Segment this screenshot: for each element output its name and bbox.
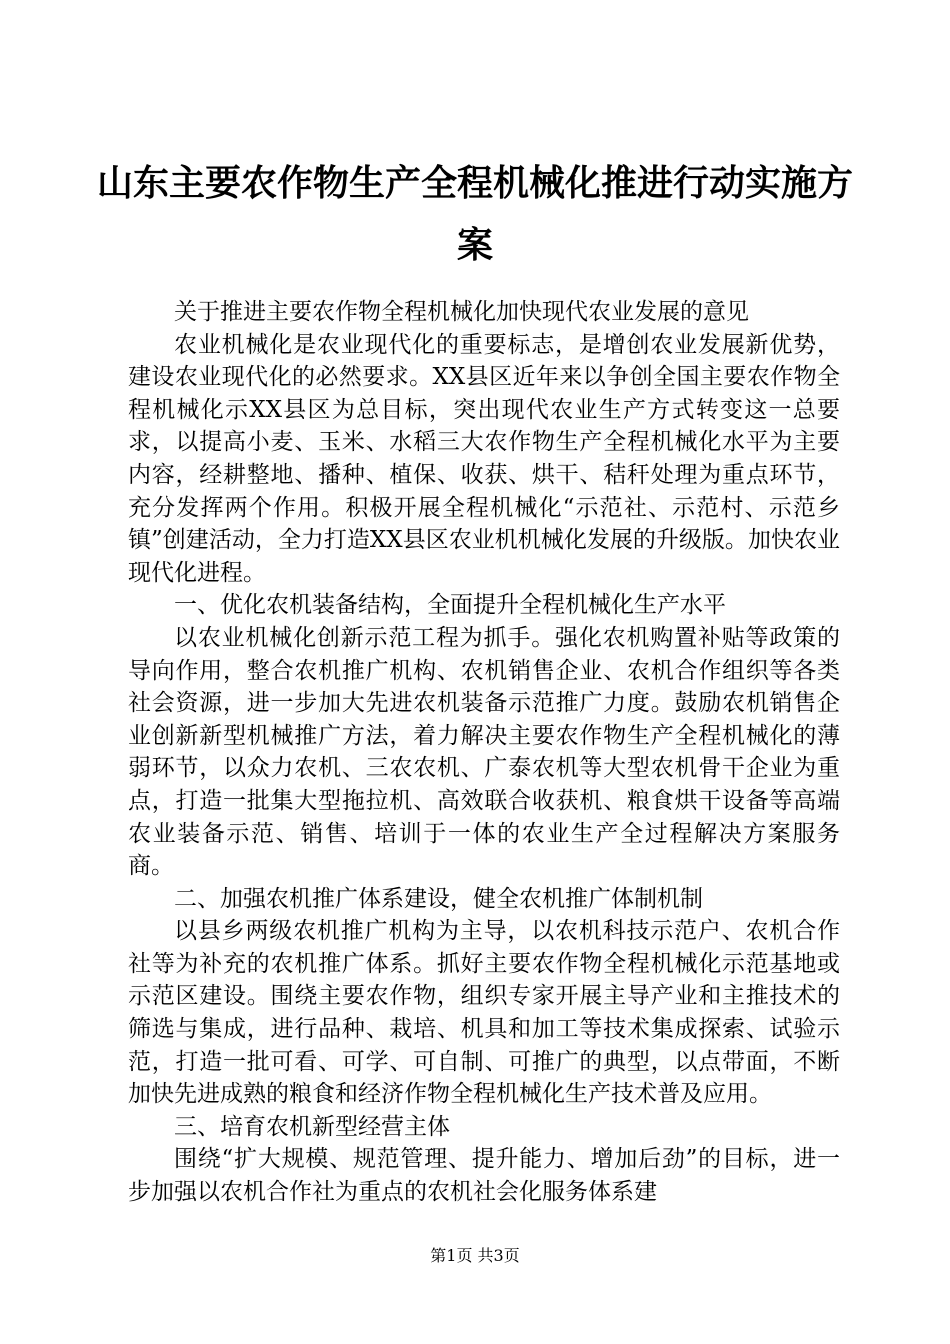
section-heading-1: 一、优化农机装备结构，全面提升全程机械化生产水平 (174, 592, 726, 619)
document-title: 山东主要农作物生产全程机械化推进行动实施方案 (96, 162, 853, 266)
paragraph-intro: 农业机械化是农业现代化的重要标志，是增创农业发展新优势，建设农业现代化的必然要求。XX县区近年来以争创全国主要农作物全程机械化示XX县区为总目标，突出现代农业生产方式转变这一总要求，以提高小麦、玉米、水稻三大农作物生产全程机械化水平为主要内容，经耕整地、播种、植保、收获、烘干、秸秆处理为重点环节，充分发挥两个作用。积极开展全程机械化“示范社、示范村、示范乡镇”创建活动，全力打造XX县区农业机机械化发展的升级版。加快农业现代化进程。 (128, 331, 840, 586)
paragraph-intro-heading: 关于推进主要农作物全程机械化加快现代农业发展的意见 (174, 299, 749, 325)
paragraph-section-3: 围绕“扩大规模、规范管理、提升能力、增加后劲”的目标，进一步加强以农机合作社为重点的农机社会化服务体系建 (128, 1146, 840, 1206)
document-body (128, 296, 840, 1209)
paragraph-section-2: 以县乡两级农机推广机构为主导，以农机科技示范户、农机合作社等为补充的农机推广体系。抓好主要农作物全程机械化示范基地或示范区建设。围绕主要农作物，组织专家开展主导产业和主推技术的筛选与集成，进行品种、栽培、机具和加工等技术集成探索、试验示范，打造一批可看、可学、可自制、可推广的典型，以点带面，不断加快先进成熟的粮食和经济作物全程机械化生产技术普及应用。 (128, 918, 840, 1108)
paragraph-section-1: 以农业机械化创新示范工程为抓手。强化农机购置补贴等政策的导向作用，整合农机推广机构、农机销售企业、农机合作组织等各类社会资源，进一步加大先进农机装备示范推广力度。鼓励农机销售企业创新新型机械推广方法，着力解决主要农作物生产全程机械化的薄弱环节，以众力农机、三农农机、广泰农机等大型农机骨干企业为重点，打造一批集大型拖拉机、高效联合收获机、粮食烘干设备等高端农业装备示范、销售、培训于一体的农业生产全过程解决方案服务商。 (128, 624, 840, 880)
section-heading-3: 三、培育农机新型经营主体 (174, 1113, 450, 1140)
section-heading-2: 二、加强农机推广体系建设，健全农机推广体制机制 (174, 885, 703, 912)
page-number-footer: 第1页 共3页 (430, 1246, 520, 1265)
